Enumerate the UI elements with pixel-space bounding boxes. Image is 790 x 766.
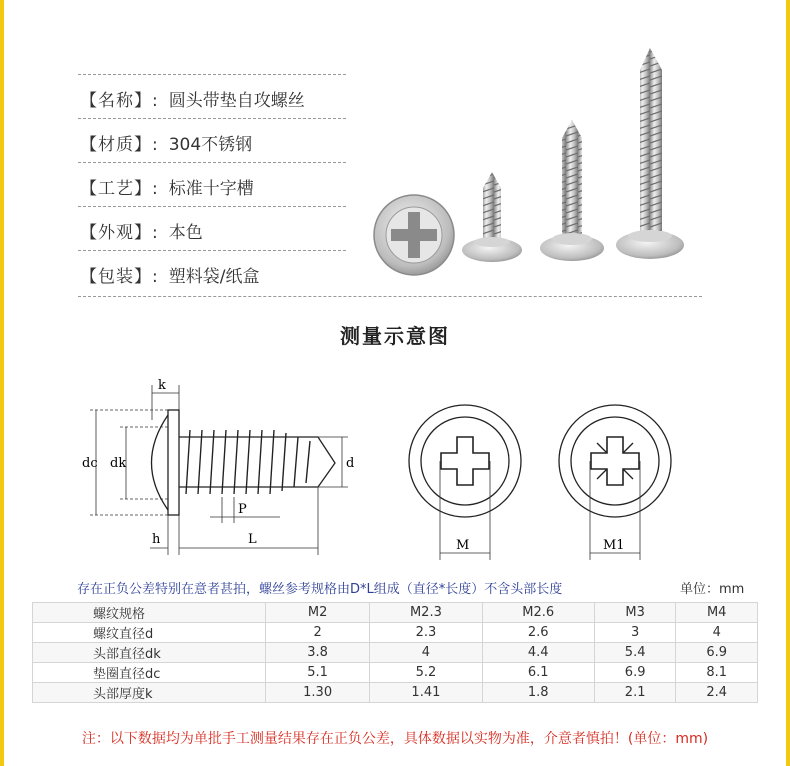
spec-row-craft [80,170,340,202]
table-note-bar [0,574,790,600]
table-cell: 头部直径dk [33,643,266,663]
table-row [33,663,758,683]
table-header-row [33,603,758,623]
side-view-diagram [80,375,360,560]
dim-label-l: L [248,532,257,547]
dim-label-dk: dk [110,456,127,471]
table-row [33,643,758,663]
table-cell: 5.2 [370,663,482,683]
table-cell: 垫圈直径dc [33,663,266,683]
table-header-cell: M2.6 [482,603,594,623]
dim-label-h: h [152,532,161,547]
unit-label: 单位：mm [680,582,745,597]
table-cell: 6.1 [482,663,594,683]
spec-row-package [80,258,340,290]
top-view-m-diagram [400,395,540,565]
spec-table [32,602,758,703]
table-row [33,623,758,643]
table-cell: 4 [676,623,758,643]
spec-row-material [80,126,340,158]
table-cell: 2 [266,623,370,643]
dim-label-m: M [456,538,470,553]
dim-label-k: k [158,378,166,393]
dim-label-d: d [346,456,355,471]
table-cell: 1.41 [370,683,482,703]
table-cell: 1.30 [266,683,370,703]
table-cell: 3.8 [266,643,370,663]
dim-label-p: P [238,502,247,517]
table-header-cell: M4 [676,603,758,623]
dim-label-m1: M1 [603,538,625,553]
table-cell: 2.6 [482,623,594,643]
spec-value: 本色 [168,222,203,243]
spec-label: 【包装】: [80,266,159,287]
spec-label: 【名称】: [80,90,159,111]
table-cell: 头部厚度k [33,683,266,703]
table-cell: 8.1 [676,663,758,683]
tolerance-note: 存在正负公差特别在意者甚拍，螺丝参考规格由D*L组成（直径*长度）不含头部长度 [77,582,563,597]
spec-row-name [80,82,340,114]
spec-row-appearance [80,214,340,246]
spec-value: 标准十字槽 [168,178,254,199]
table-header-cell: M3 [594,603,676,623]
product-photo [350,40,710,290]
table-cell: 2.1 [594,683,676,703]
table-cell: 5.4 [594,643,676,663]
table-header-cell: 螺纹规格 [33,603,266,623]
table-cell: 4.4 [482,643,594,663]
table-cell: 螺纹直径d [33,623,266,643]
divider [78,296,702,297]
table-header-cell: M2 [266,603,370,623]
table-header-cell: M2.3 [370,603,482,623]
divider [78,250,346,251]
table-cell: 6.9 [594,663,676,683]
table-cell: 2.4 [676,683,758,703]
divider [78,162,346,163]
top-view-m1-diagram [545,395,685,565]
divider [78,118,346,119]
footer-disclaimer: 注：以下数据均为单批手工测量结果存在正负公差，具体数据以实物为准，介意者慎拍！(单位：mm) [81,731,709,747]
table-cell: 5.1 [266,663,370,683]
table-row [33,683,758,703]
spec-label: 【外观】: [80,222,159,243]
spec-value: 304不锈钢 [168,134,253,155]
spec-value: 塑料袋/纸盒 [168,266,260,287]
divider [78,206,346,207]
table-cell: 6.9 [676,643,758,663]
spec-label: 【工艺】: [80,178,159,199]
diagram-title: 测量示意图 [340,324,450,348]
table-cell: 3 [594,623,676,643]
table-cell: 1.8 [482,683,594,703]
spec-value: 圆头带垫自攻螺丝 [168,90,305,111]
spec-label: 【材质】: [80,134,159,155]
table-cell: 4 [370,643,482,663]
table-cell: 2.3 [370,623,482,643]
dim-label-dc: dc [82,456,98,471]
divider [78,74,346,75]
